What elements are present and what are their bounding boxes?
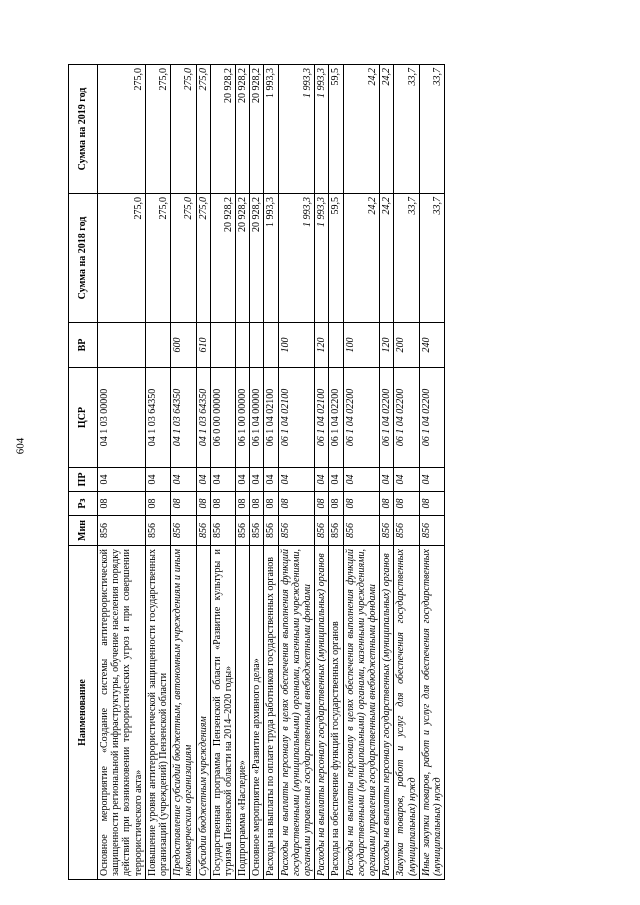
header-csr: ЦСР [69,368,98,468]
header-rz: Рз [69,492,98,516]
cell-name: Предоставление субсидий бюджетным, автономным учреждениям и иным некоммерческим организациям [171,546,196,880]
cell-min: 856 [380,516,394,546]
cell-pr: 04 [171,468,196,492]
cell-name: Расходы на выплаты персоналу государственных (муниципальных) органов [380,546,394,880]
cell-vr [210,323,235,368]
cell-rz: 08 [264,492,278,516]
cell-pr: 04 [380,468,394,492]
cell-min: 856 [419,516,444,546]
cell-s2018: 59,5 [329,194,343,323]
cell-s2019: 20 928,2 [210,65,235,194]
cell-pr: 04 [98,468,146,492]
cell-pr: 04 [329,468,343,492]
cell-s2018: 33,7 [419,194,444,323]
table-row [98,65,146,880]
table-row [343,65,380,880]
cell-vr: 240 [419,323,444,368]
page-number [12,437,32,470]
table-row [419,65,444,880]
table-row [250,65,264,880]
cell-pr: 04 [278,468,315,492]
cell-csr: 06 1 04 02100 [278,368,315,468]
cell-vr: 100 [343,323,380,368]
table-row [145,65,170,880]
cell-csr: 06 1 04 02200 [419,368,444,468]
cell-vr: 200 [394,323,419,368]
cell-s2018: 24,2 [380,194,394,323]
cell-s2018: 275,0 [98,194,146,323]
cell-name: Основное мероприятие «Создание системы антитеррористической защищенности региональной инфраструктуры, обучение населения порядку действий при возникновении террористических угроз и при совершении террористического акта» [98,546,146,880]
cell-name: Иные закупки товаров, работ и услуг для обеспечения государственных (муниципальных) нужд [419,546,444,880]
cell-vr [98,323,146,368]
cell-vr [250,323,264,368]
cell-s2019: 24,2 [380,65,394,194]
cell-s2018: 275,0 [171,194,196,323]
rotated-page-content [68,65,445,880]
cell-csr: 06 1 04 02200 [380,368,394,468]
cell-min: 856 [171,516,196,546]
cell-name: Государственная программа Пензенской области «Развитие культуры и туризма Пензенской области на 2014–2020 годы» [210,546,235,880]
cell-csr: 04 1 03 00000 [98,368,146,468]
cell-min: 856 [329,516,343,546]
cell-rz: 08 [196,492,210,516]
cell-vr [264,323,278,368]
cell-s2018: 20 928,2 [236,194,250,323]
table-row [196,65,210,880]
cell-s2019: 1 993,3 [278,65,315,194]
cell-s2019: 1 993,3 [315,65,329,194]
cell-csr: 06 1 04 02100 [264,368,278,468]
cell-rz: 08 [380,492,394,516]
cell-s2018: 1 993,3 [278,194,315,323]
cell-pr: 04 [250,468,264,492]
table-row [394,65,419,880]
cell-rz: 08 [278,492,315,516]
cell-csr: 06 0 00 00000 [210,368,235,468]
cell-s2019: 20 928,2 [236,65,250,194]
cell-rz: 08 [210,492,235,516]
cell-vr: 610 [196,323,210,368]
cell-min: 856 [315,516,329,546]
cell-rz: 08 [394,492,419,516]
table-row [264,65,278,880]
cell-name: Повышение уровня антитеррористической защищенности государственных организаций (учреждений) Пензенской области [145,546,170,880]
cell-vr: 120 [380,323,394,368]
header-min: Мин [69,516,98,546]
cell-s2019: 24,2 [343,65,380,194]
cell-min: 856 [278,516,315,546]
cell-s2019: 20 928,2 [250,65,264,194]
cell-s2018: 275,0 [196,194,210,323]
cell-csr: 06 1 04 02200 [343,368,380,468]
cell-pr: 04 [264,468,278,492]
table-row [171,65,196,880]
cell-min: 856 [394,516,419,546]
cell-name: Расходы на выплаты по оплате труда работников государственных органов [264,546,278,880]
cell-s2018: 1 993,3 [315,194,329,323]
cell-s2019: 1 993,3 [264,65,278,194]
table-body [98,65,445,880]
cell-pr: 04 [236,468,250,492]
cell-vr: 600 [171,323,196,368]
cell-name: Расходы на выплаты персоналу в целях обеспечения выполнения функций государственными (муниципальными) органами, казенными учреждениями, органами управления государственными внебюджетными фондами [343,546,380,880]
cell-vr [329,323,343,368]
cell-vr: 120 [315,323,329,368]
cell-rz: 08 [145,492,170,516]
cell-name: Основное мероприятие «Развитие архивного дела» [250,546,264,880]
cell-s2019: 275,0 [98,65,146,194]
cell-rz: 08 [171,492,196,516]
cell-pr: 04 [145,468,170,492]
cell-min: 856 [145,516,170,546]
header-sum-2018: Сумма на 2018 год [69,194,98,323]
table-header-row [69,65,98,880]
cell-name: Субсидии бюджетным учреждениям [196,546,210,880]
table-row [315,65,329,880]
cell-s2018: 20 928,2 [210,194,235,323]
header-vr: ВР [69,323,98,368]
page-number-text: 604 [14,437,27,455]
cell-name: Закупка товаров, работ и услуг для обеспечения государственных (муниципальных) нужд [394,546,419,880]
cell-s2019: 275,0 [171,65,196,194]
cell-name: Расходы на выплаты персоналу государственных (муниципальных) органов [315,546,329,880]
cell-pr: 04 [315,468,329,492]
budget-table [68,64,445,880]
cell-name: Расходы на выплаты персоналу в целях обеспечения выполнения функций государственными (муниципальными) органами, казенными учреждениями, органами управления государственными внебюджетными фондами [278,546,315,880]
table-row [210,65,235,880]
table-row [329,65,343,880]
cell-s2019: 33,7 [419,65,444,194]
cell-csr: 04 1 03 64350 [145,368,170,468]
cell-s2019: 59,5 [329,65,343,194]
cell-min: 856 [196,516,210,546]
cell-pr: 04 [419,468,444,492]
header-pr: ПР [69,468,98,492]
cell-s2018: 275,0 [145,194,170,323]
cell-csr: 06 1 04 02200 [394,368,419,468]
cell-min: 856 [210,516,235,546]
cell-rz: 08 [236,492,250,516]
cell-s2018: 20 928,2 [250,194,264,323]
cell-rz: 08 [419,492,444,516]
cell-min: 856 [98,516,146,546]
cell-s2019: 33,7 [394,65,419,194]
cell-s2018: 33,7 [394,194,419,323]
cell-pr: 04 [196,468,210,492]
cell-min: 856 [236,516,250,546]
cell-csr: 04 1 03 64350 [171,368,196,468]
cell-min: 856 [250,516,264,546]
table-row [380,65,394,880]
cell-rz: 08 [98,492,146,516]
table-row [278,65,315,880]
cell-pr: 04 [343,468,380,492]
cell-csr: 04 1 03 64350 [196,368,210,468]
cell-rz: 08 [250,492,264,516]
cell-csr: 06 1 04 02100 [315,368,329,468]
cell-pr: 04 [394,468,419,492]
cell-name: Подпрограмма «Наследие» [236,546,250,880]
cell-min: 856 [343,516,380,546]
cell-pr: 04 [210,468,235,492]
table-row [236,65,250,880]
cell-s2018: 1 993,3 [264,194,278,323]
cell-rz: 08 [343,492,380,516]
cell-csr: 06 1 00 00000 [236,368,250,468]
cell-csr: 06 1 04 00000 [250,368,264,468]
header-name: Наименование [69,546,98,880]
cell-name: Расходы на обеспечение функций государственных органов [329,546,343,880]
cell-s2019: 275,0 [145,65,170,194]
cell-s2019: 275,0 [196,65,210,194]
cell-rz: 08 [329,492,343,516]
cell-csr: 06 1 04 02200 [329,368,343,468]
cell-vr [145,323,170,368]
cell-vr [236,323,250,368]
header-sum-2019: Сумма на 2019 год [69,65,98,194]
cell-rz: 08 [315,492,329,516]
cell-vr: 100 [278,323,315,368]
cell-s2018: 24,2 [343,194,380,323]
cell-min: 856 [264,516,278,546]
